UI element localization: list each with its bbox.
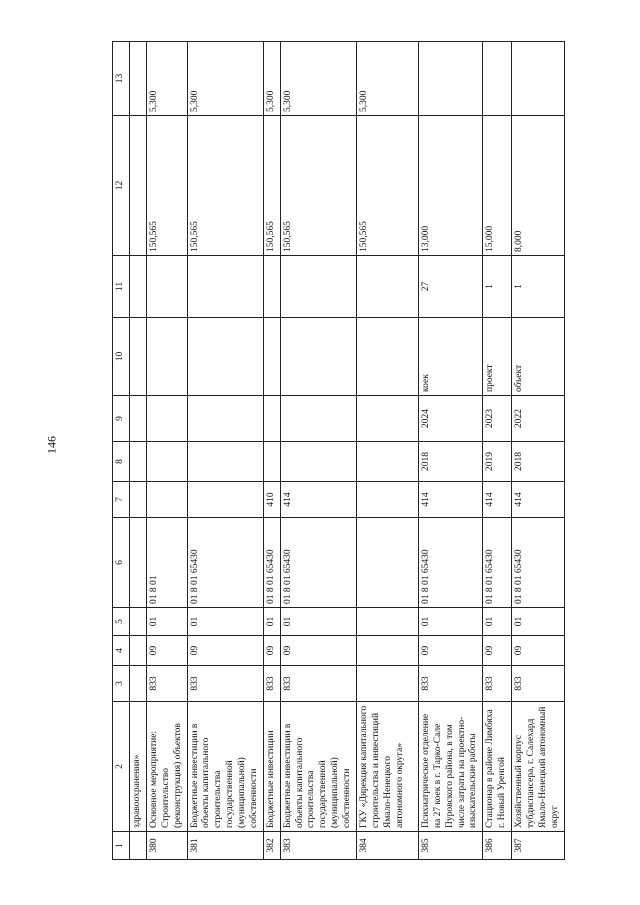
table-cell xyxy=(187,442,263,482)
table-cell xyxy=(263,318,280,396)
table-cell xyxy=(356,318,418,396)
header-cell: 5 xyxy=(113,608,130,636)
table-cell: 09 xyxy=(280,636,356,666)
table-cell xyxy=(146,396,187,442)
item-name: Бюджетные инвестиции xyxy=(263,702,280,832)
item-name: здравоохранения» xyxy=(130,702,147,832)
rotated-table-frame xyxy=(112,42,560,860)
table-cell: 5,300 xyxy=(146,42,187,116)
table-cell xyxy=(130,42,147,116)
table-cell: 01 xyxy=(418,608,482,636)
item-name: Стационар в районе Лимбяха г. Новый Уренгой xyxy=(483,702,512,832)
table-cell: 5,300 xyxy=(187,42,263,116)
table-cell xyxy=(356,636,418,666)
table-row xyxy=(280,42,356,860)
table-cell xyxy=(130,608,147,636)
table-cell xyxy=(146,256,187,318)
table-cell xyxy=(187,256,263,318)
row-number: 385 xyxy=(418,832,482,860)
table-cell: 01 xyxy=(263,608,280,636)
page-number: 146 xyxy=(44,436,59,454)
header-cell: 10 xyxy=(113,318,130,396)
table-cell xyxy=(280,318,356,396)
table-cell: 150,565 xyxy=(356,116,418,256)
table-cell: 2023 xyxy=(483,396,512,442)
row-number: 380 xyxy=(146,832,187,860)
table-cell: 01 8 01 65430 xyxy=(418,518,482,608)
table-cell xyxy=(263,396,280,442)
table-cell: 410 xyxy=(263,482,280,518)
table-cell: 5,300 xyxy=(356,42,418,116)
table-cell xyxy=(130,442,147,482)
header-cell: 12 xyxy=(113,116,130,256)
table-cell: 414 xyxy=(483,482,512,518)
table-cell xyxy=(512,42,565,116)
table-cell: 414 xyxy=(418,482,482,518)
row-number: 387 xyxy=(512,832,565,860)
table-cell xyxy=(356,666,418,702)
table-cell xyxy=(146,318,187,396)
table-cell: 13,000 xyxy=(418,116,482,256)
table-cell xyxy=(280,256,356,318)
table-cell: 2018 xyxy=(512,442,565,482)
header-cell: 7 xyxy=(113,482,130,518)
table-cell: 2019 xyxy=(483,442,512,482)
table-row xyxy=(356,42,418,860)
table-cell xyxy=(130,116,147,256)
table-cell: 01 xyxy=(146,608,187,636)
table-cell: 09 xyxy=(418,636,482,666)
table-cell xyxy=(418,42,482,116)
table-cell xyxy=(130,518,147,608)
table-cell: 09 xyxy=(187,636,263,666)
table-cell: 833 xyxy=(146,666,187,702)
header-cell: 11 xyxy=(113,256,130,318)
table-cell: 01 8 01 xyxy=(146,518,187,608)
table-row xyxy=(418,42,482,860)
header-cell: 1 xyxy=(113,832,130,860)
table-cell: 15,000 xyxy=(483,116,512,256)
row-number: 384 xyxy=(356,832,418,860)
table-row xyxy=(146,42,187,860)
table-cell: 09 xyxy=(263,636,280,666)
table-cell xyxy=(356,482,418,518)
table-cell: 2018 xyxy=(418,442,482,482)
table-cell: 09 xyxy=(146,636,187,666)
table-cell: 2024 xyxy=(418,396,482,442)
table-row xyxy=(483,42,512,860)
table-cell: 150,565 xyxy=(187,116,263,256)
table-row xyxy=(263,42,280,860)
table-cell: 414 xyxy=(280,482,356,518)
table-cell: 8,000 xyxy=(512,116,565,256)
table-cell: 01 8 01 65430 xyxy=(187,518,263,608)
table-cell: 833 xyxy=(512,666,565,702)
table-cell xyxy=(187,318,263,396)
table-cell: 01 8 01 65430 xyxy=(483,518,512,608)
table-cell xyxy=(187,396,263,442)
table-cell: 414 xyxy=(512,482,565,518)
table-cell: 150,565 xyxy=(280,116,356,256)
table-cell: 5,300 xyxy=(263,42,280,116)
table-cell: 01 xyxy=(280,608,356,636)
item-name: Бюджетные инвестиции в объекты капитального строительства государственной (муниципальной) собственности xyxy=(280,702,356,832)
table-cell: 27 xyxy=(418,256,482,318)
table-cell: 09 xyxy=(512,636,565,666)
table-cell xyxy=(130,636,147,666)
table-cell xyxy=(146,442,187,482)
item-name: Бюджетные инвестиции в объекты капитального строительства государственной (муниципальной) собственности xyxy=(187,702,263,832)
table-cell: 01 xyxy=(483,608,512,636)
table-cell xyxy=(280,396,356,442)
header-cell: 3 xyxy=(113,666,130,702)
table-cell: 01 8 01 65430 xyxy=(263,518,280,608)
header-cell: 9 xyxy=(113,396,130,442)
table-cell xyxy=(356,608,418,636)
table-cell: 150,565 xyxy=(263,116,280,256)
table-cell xyxy=(263,442,280,482)
table-cell: 1 xyxy=(512,256,565,318)
table-cell xyxy=(130,396,147,442)
row-number xyxy=(130,832,147,860)
budget-table xyxy=(112,41,565,860)
table-cell: 1 xyxy=(483,256,512,318)
header-cell: 6 xyxy=(113,518,130,608)
table-cell xyxy=(187,482,263,518)
table-cell xyxy=(356,256,418,318)
header-cell: 13 xyxy=(113,42,130,116)
table-cell xyxy=(146,482,187,518)
item-name: Основное мероприятие: Строительство (реконструкция) объектов xyxy=(146,702,187,832)
header-cell: 8 xyxy=(113,442,130,482)
table-cell: 01 8 01 65430 xyxy=(280,518,356,608)
table-cell xyxy=(130,482,147,518)
row-number: 386 xyxy=(483,832,512,860)
table-cell: 01 8 01 65430 xyxy=(512,518,565,608)
table-cell xyxy=(483,42,512,116)
table-cell: 833 xyxy=(263,666,280,702)
table-cell xyxy=(356,518,418,608)
table-cell xyxy=(130,666,147,702)
table-cell: коек xyxy=(418,318,482,396)
row-number: 381 xyxy=(187,832,263,860)
table-cell: 5,300 xyxy=(280,42,356,116)
table-cell: 2022 xyxy=(512,396,565,442)
table-cell: 833 xyxy=(483,666,512,702)
header-row xyxy=(113,42,130,860)
table-cell xyxy=(280,442,356,482)
table-cell: 833 xyxy=(187,666,263,702)
header-cell: 2 xyxy=(113,702,130,832)
table-cell xyxy=(263,256,280,318)
table-row xyxy=(512,42,565,860)
table-cell xyxy=(356,442,418,482)
row-number: 383 xyxy=(280,832,356,860)
table-cell: 01 xyxy=(512,608,565,636)
table-wrapper xyxy=(112,42,560,860)
header-cell: 4 xyxy=(113,636,130,666)
table-row xyxy=(130,42,147,860)
item-name: ГКУ «Дирекция капитального строительства и инвестиций Ямало-Ненецкого автономного округа» xyxy=(356,702,418,832)
table-cell: 09 xyxy=(483,636,512,666)
table-cell: 150,565 xyxy=(146,116,187,256)
item-name: Психиатрическое отделение на 27 коек в г. Тарко-Сале Пуровского района, в том числе затраты на проектно-изыскательские работы xyxy=(418,702,482,832)
table-cell xyxy=(130,318,147,396)
table-row xyxy=(187,42,263,860)
item-name: Хозяйственный корпус тубдиспансера, г. Салехард Ямало-Ненецкий автономный округ xyxy=(512,702,565,832)
row-number: 382 xyxy=(263,832,280,860)
table-cell: 833 xyxy=(418,666,482,702)
table-cell: объект xyxy=(512,318,565,396)
table-cell: 01 xyxy=(187,608,263,636)
table-cell xyxy=(130,256,147,318)
table-cell xyxy=(356,396,418,442)
table-cell: 833 xyxy=(280,666,356,702)
table-cell: проект xyxy=(483,318,512,396)
